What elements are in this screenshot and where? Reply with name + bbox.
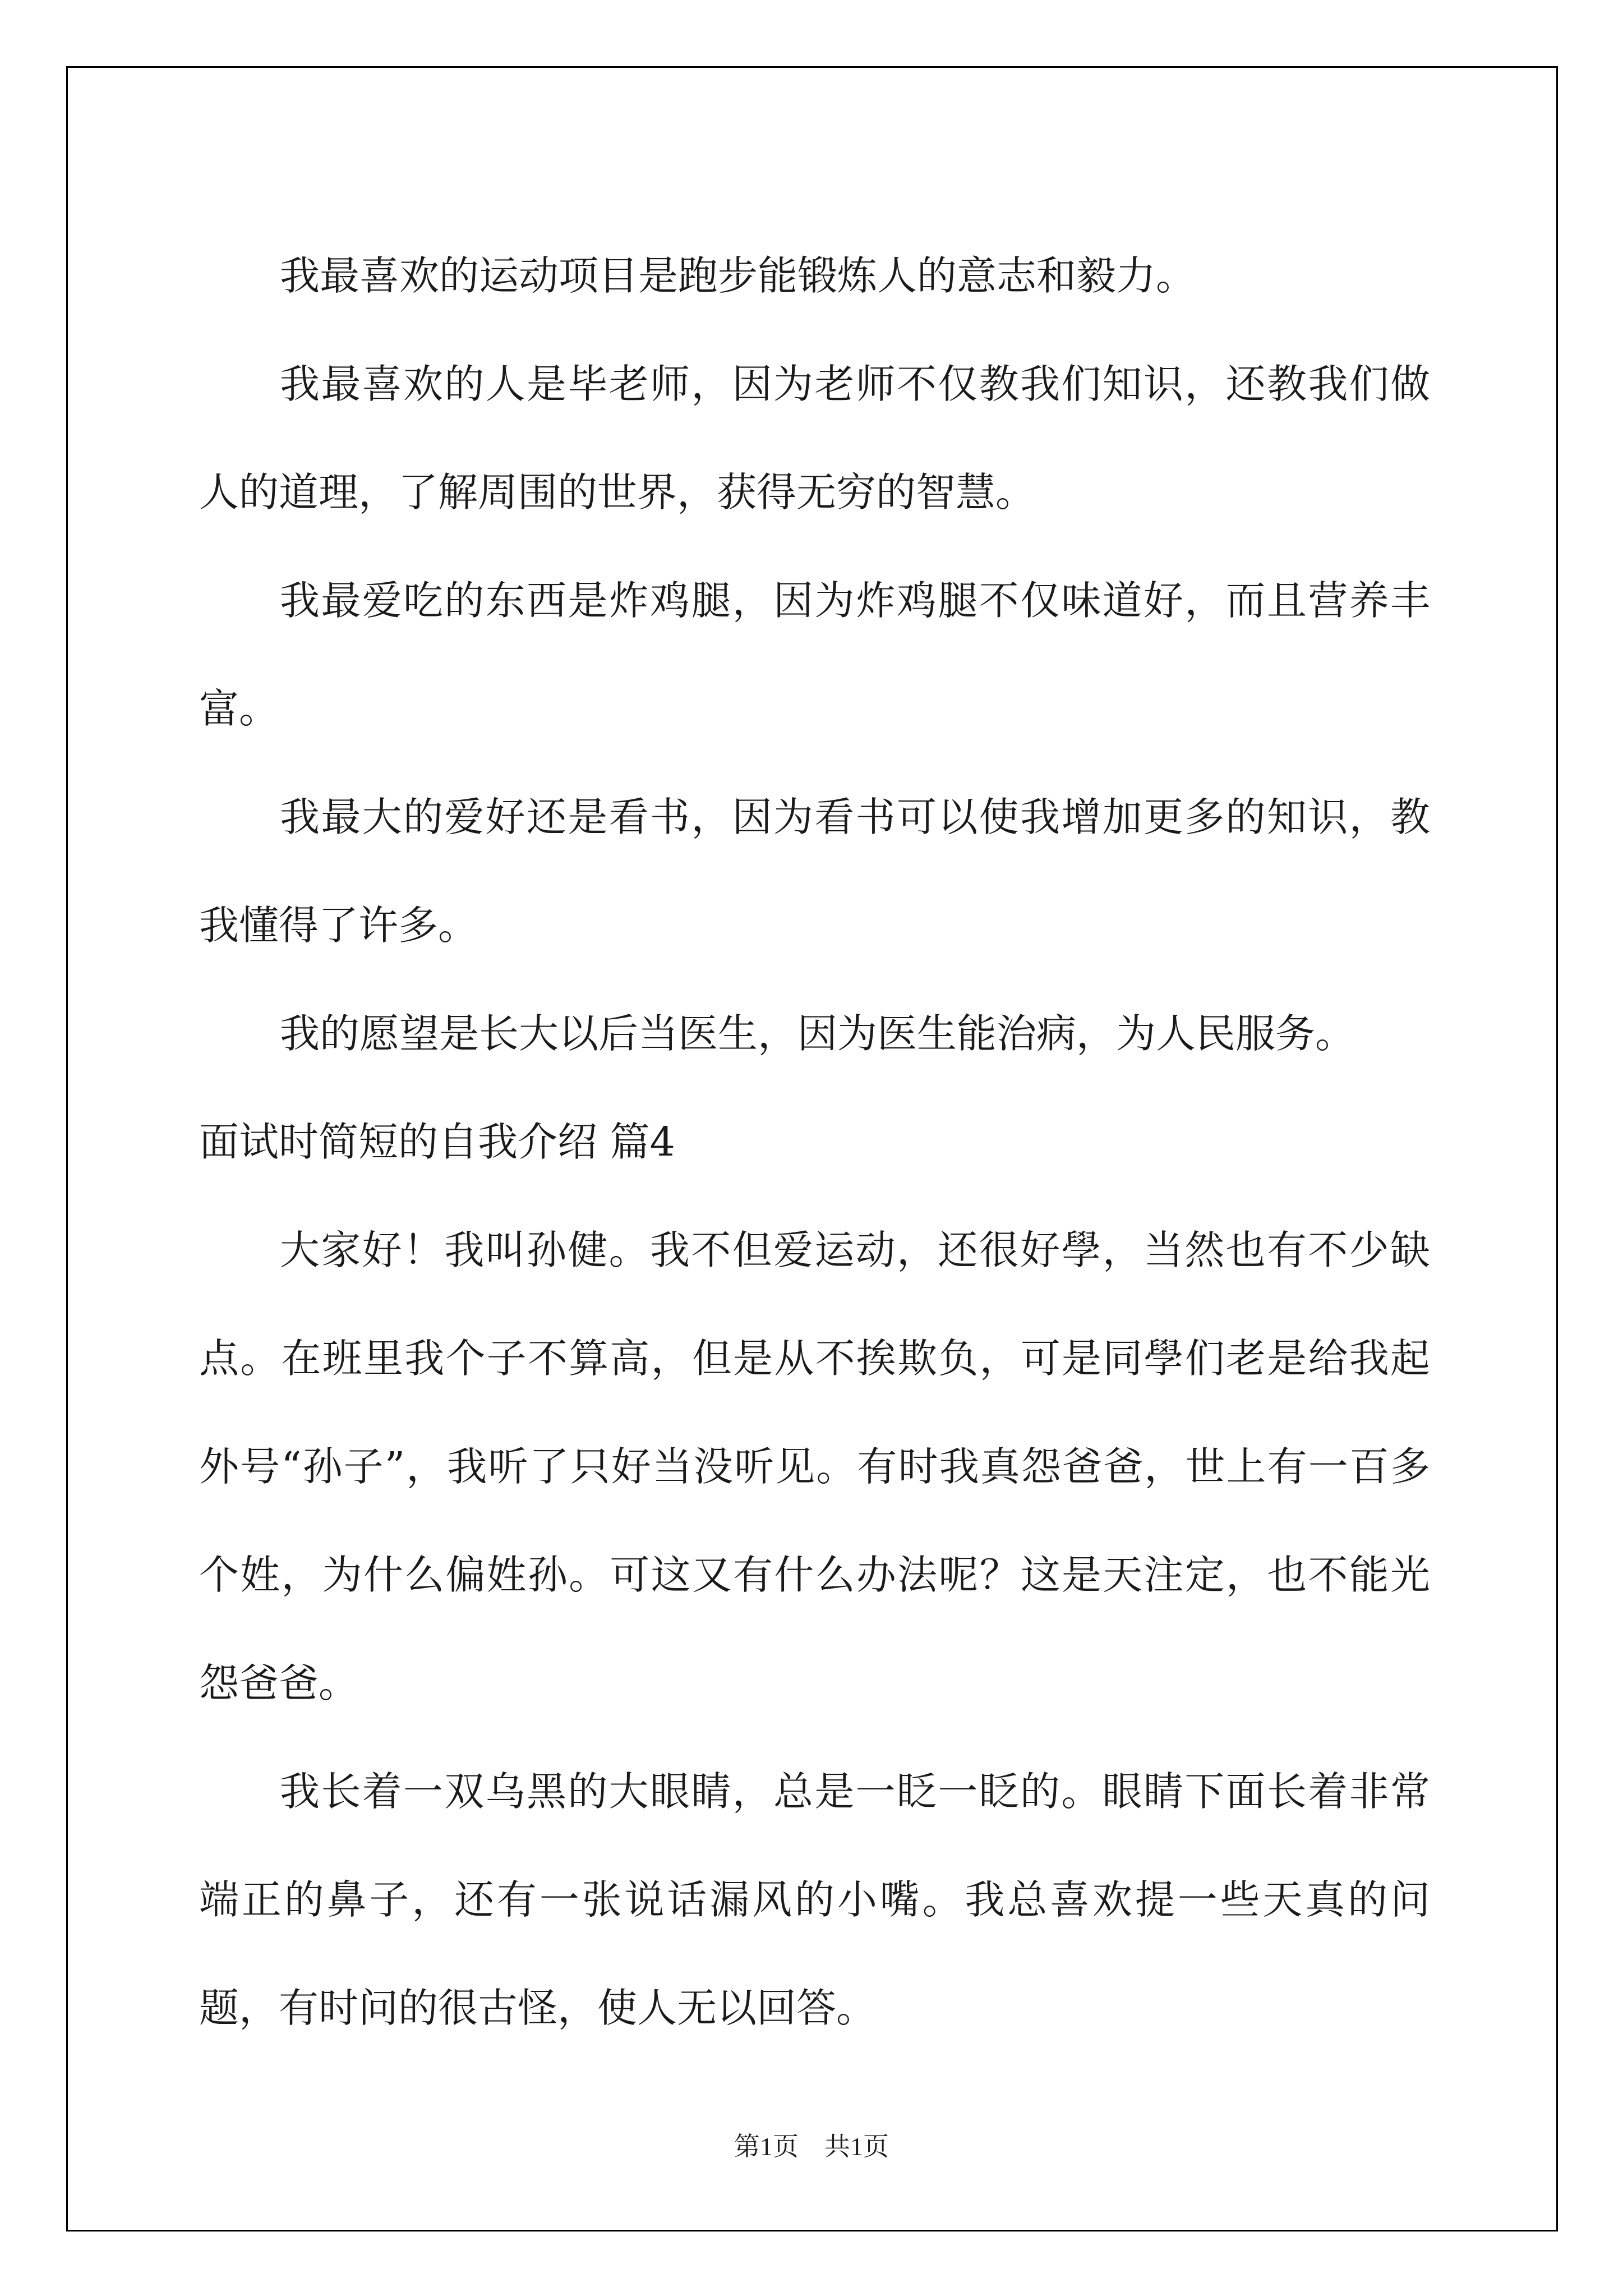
document-body xyxy=(199,222,1430,2062)
paragraph-wish: 我的愿望是长大以后当医生，因为医生能治病，为人民服务。 xyxy=(280,1010,1355,1057)
paragraph-favorite-food: 我最爱吃的东西是炸鸡腿，因为炸鸡腿不仅味道好，而且营养丰富。 xyxy=(199,577,1430,732)
paragraph-favorite-person: 我最喜欢的人是毕老师，因为老师不仅教我们知识，还教我们做人的道理，了解周围的世界，获得无穷的智慧。 xyxy=(199,361,1430,516)
paragraph-appearance: 我长着一双乌黑的大眼睛，总是一眨一眨的。眼睛下面长着非常端正的鼻子，还有一张说话漏风的小嘴。我总喜欢提一些天真的问题，有时问的很古怪，使人无以回答。 xyxy=(199,1768,1430,2031)
section-heading: 面试时简短的自我介绍 篇4 xyxy=(199,1119,675,1165)
page-number-footer: 第1页 共1页 xyxy=(734,2132,889,2161)
paragraph-introduction: 大家好！我叫孙健。我不但爱运动，还很好學，当然也有不少缺点。在班里我个子不算高，但是从不挨欺负，可是同學们老是给我起外号“孙子”，我听了只好当没听见。有时我真怨爸爸，世上有一百多个姓，为什么偏姓孙。可这又有什么办法呢？这是天注定，也不能光怨爸爸。 xyxy=(199,1227,1430,1706)
paragraph-favorite-sport: 我最喜欢的运动项目是跑步能锻炼人的意志和毅力。 xyxy=(280,252,1196,299)
paragraph-hobby: 我最大的爱好还是看书，因为看书可以使我增加更多的知识，教我懂得了许多。 xyxy=(199,794,1430,949)
